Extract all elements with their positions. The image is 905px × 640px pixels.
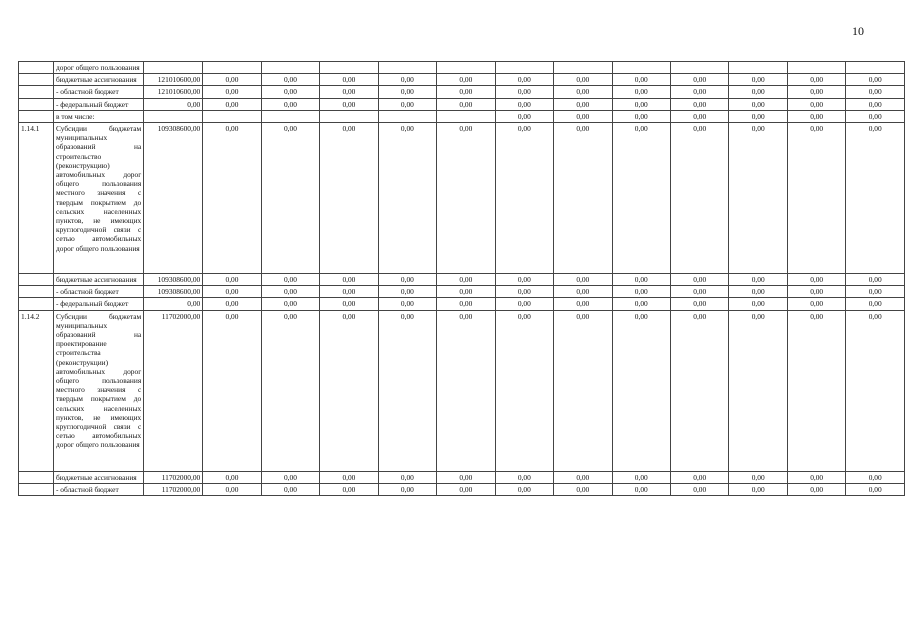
row-code-cell (19, 471, 54, 483)
row-year-value-cell: 0,00 (261, 274, 319, 286)
table-row (19, 286, 905, 298)
row-name-cell: в том числе: (53, 110, 143, 122)
row-total-cell (144, 62, 203, 74)
row-year-value-cell: 0,00 (612, 74, 670, 86)
row-year-value-cell: 0,00 (846, 98, 905, 110)
row-year-value-cell: 0,00 (495, 483, 553, 495)
row-year-value-cell: 0,00 (320, 471, 378, 483)
row-year-value-cell: 0,00 (554, 74, 612, 86)
row-name-cell: Субсидии бюджетам муниципальных образований на проектирование строительства (реконструкции) автомобильных дорог общего пользования местного значения с твердым покрытием до сельских населенных пунктов, не имеющих круглогодичной связи с сетью автомобильных дорог общего пользования (53, 310, 143, 471)
row-code-cell (19, 298, 54, 310)
table-row (19, 74, 905, 86)
row-year-value-cell: 0,00 (203, 123, 261, 274)
row-name-cell: - областной бюджет (53, 286, 143, 298)
row-year-value-cell: 0,00 (846, 86, 905, 98)
table-row (19, 123, 905, 274)
row-year-value-cell: 0,00 (787, 110, 845, 122)
row-name-cell: бюджетные ассигнования (53, 74, 143, 86)
row-year-value-cell: 0,00 (729, 98, 787, 110)
row-year-value-cell: 0,00 (729, 483, 787, 495)
row-year-value-cell: 0,00 (261, 74, 319, 86)
row-total-cell: 11702000,00 (144, 310, 203, 471)
row-year-value-cell: 0,00 (261, 98, 319, 110)
row-year-value-cell: 0,00 (612, 274, 670, 286)
row-year-value-cell: 0,00 (670, 98, 728, 110)
table-row (19, 274, 905, 286)
row-total-cell: 109308600,00 (144, 274, 203, 286)
row-year-value-cell: 0,00 (320, 298, 378, 310)
row-year-value-cell: 0,00 (320, 286, 378, 298)
row-year-value-cell: 0,00 (846, 74, 905, 86)
row-year-value-cell: 0,00 (846, 286, 905, 298)
row-year-value-cell: 0,00 (729, 74, 787, 86)
row-year-value-cell: 0,00 (554, 298, 612, 310)
row-year-value-cell: 0,00 (378, 298, 436, 310)
row-year-value-cell: 0,00 (320, 274, 378, 286)
row-year-value-cell: 0,00 (729, 123, 787, 274)
row-year-value-cell: 0,00 (203, 74, 261, 86)
row-year-value-cell: 0,00 (261, 310, 319, 471)
row-year-value-cell: 0,00 (495, 471, 553, 483)
row-year-value-cell: 0,00 (670, 74, 728, 86)
row-year-value-cell: 0,00 (437, 123, 495, 274)
row-year-value-cell: 0,00 (612, 98, 670, 110)
row-year-value-cell: 0,00 (203, 298, 261, 310)
row-year-value-cell: 0,00 (203, 286, 261, 298)
row-year-value-cell: 0,00 (320, 123, 378, 274)
row-code-cell (19, 274, 54, 286)
row-year-value-cell: 0,00 (612, 483, 670, 495)
row-code-cell (19, 74, 54, 86)
page-number: 10 (852, 24, 864, 38)
row-year-value-cell: 0,00 (437, 298, 495, 310)
row-year-value-cell: 0,00 (554, 310, 612, 471)
row-year-value-cell (261, 110, 319, 122)
row-year-value-cell: 0,00 (846, 483, 905, 495)
row-year-value-cell: 0,00 (612, 298, 670, 310)
row-year-value-cell: 0,00 (320, 483, 378, 495)
row-year-value-cell: 0,00 (612, 110, 670, 122)
row-year-value-cell (437, 110, 495, 122)
row-year-value-cell: 0,00 (378, 98, 436, 110)
row-year-value-cell: 0,00 (846, 310, 905, 471)
row-total-cell: 0,00 (144, 98, 203, 110)
row-total-cell: 11702000,00 (144, 471, 203, 483)
row-year-value-cell (670, 62, 728, 74)
row-year-value-cell: 0,00 (846, 110, 905, 122)
row-year-value-cell (320, 110, 378, 122)
row-year-value-cell (787, 62, 845, 74)
table-row (19, 62, 905, 74)
table-row (19, 310, 905, 471)
row-year-value-cell: 0,00 (612, 310, 670, 471)
row-total-cell: 0,00 (144, 298, 203, 310)
row-year-value-cell (729, 62, 787, 74)
row-total-cell: 109308600,00 (144, 286, 203, 298)
row-year-value-cell: 0,00 (378, 483, 436, 495)
row-year-value-cell: 0,00 (203, 86, 261, 98)
row-year-value-cell: 0,00 (495, 298, 553, 310)
row-year-value-cell: 0,00 (437, 74, 495, 86)
row-name-cell: - областной бюджет (53, 86, 143, 98)
row-year-value-cell: 0,00 (787, 298, 845, 310)
row-name-cell: - федеральный бюджет (53, 98, 143, 110)
row-year-value-cell: 0,00 (261, 298, 319, 310)
row-year-value-cell: 0,00 (495, 74, 553, 86)
row-code-cell (19, 110, 54, 122)
row-year-value-cell: 0,00 (670, 310, 728, 471)
row-year-value-cell: 0,00 (729, 274, 787, 286)
row-year-value-cell: 0,00 (670, 471, 728, 483)
row-year-value-cell: 0,00 (612, 471, 670, 483)
row-year-value-cell (261, 62, 319, 74)
row-name-cell: - областной бюджет (53, 483, 143, 495)
row-year-value-cell (437, 62, 495, 74)
row-year-value-cell: 0,00 (846, 274, 905, 286)
row-total-cell: 121010600,00 (144, 86, 203, 98)
table-row (19, 483, 905, 495)
table-row (19, 471, 905, 483)
row-year-value-cell: 0,00 (554, 274, 612, 286)
row-total-cell: 121010600,00 (144, 74, 203, 86)
row-code-cell (19, 62, 54, 74)
budget-table (18, 61, 905, 496)
row-year-value-cell: 0,00 (554, 286, 612, 298)
row-year-value-cell: 0,00 (670, 286, 728, 298)
row-year-value-cell: 0,00 (437, 483, 495, 495)
row-total-cell: 109308600,00 (144, 123, 203, 274)
row-year-value-cell (378, 110, 436, 122)
row-year-value-cell: 0,00 (787, 471, 845, 483)
row-name-cell: бюджетные ассигнования (53, 471, 143, 483)
row-year-value-cell (378, 62, 436, 74)
row-year-value-cell: 0,00 (670, 298, 728, 310)
table-row (19, 110, 905, 122)
row-year-value-cell: 0,00 (554, 483, 612, 495)
row-year-value-cell: 0,00 (846, 123, 905, 274)
row-year-value-cell: 0,00 (846, 298, 905, 310)
table-row (19, 86, 905, 98)
row-year-value-cell: 0,00 (378, 86, 436, 98)
row-year-value-cell (846, 62, 905, 74)
row-year-value-cell: 0,00 (320, 86, 378, 98)
row-year-value-cell: 0,00 (203, 98, 261, 110)
row-year-value-cell: 0,00 (846, 471, 905, 483)
row-code-cell: 1.14.2 (19, 310, 54, 471)
row-year-value-cell: 0,00 (378, 123, 436, 274)
row-total-cell: 11702000,00 (144, 483, 203, 495)
row-year-value-cell: 0,00 (612, 86, 670, 98)
row-code-cell: 1.14.1 (19, 123, 54, 274)
row-year-value-cell: 0,00 (787, 98, 845, 110)
row-year-value-cell: 0,00 (787, 483, 845, 495)
row-year-value-cell: 0,00 (261, 286, 319, 298)
row-year-value-cell: 0,00 (787, 74, 845, 86)
row-year-value-cell: 0,00 (261, 86, 319, 98)
table-body (19, 62, 905, 496)
row-year-value-cell: 0,00 (554, 98, 612, 110)
row-code-cell (19, 483, 54, 495)
row-year-value-cell: 0,00 (670, 86, 728, 98)
row-year-value-cell: 0,00 (670, 274, 728, 286)
row-year-value-cell: 0,00 (554, 123, 612, 274)
row-year-value-cell (495, 62, 553, 74)
row-year-value-cell: 0,00 (729, 471, 787, 483)
row-year-value-cell: 0,00 (495, 110, 553, 122)
row-year-value-cell: 0,00 (437, 310, 495, 471)
table-row (19, 298, 905, 310)
row-year-value-cell: 0,00 (320, 74, 378, 86)
row-code-cell (19, 286, 54, 298)
row-year-value-cell (203, 110, 261, 122)
row-year-value-cell: 0,00 (787, 310, 845, 471)
row-year-value-cell: 0,00 (320, 310, 378, 471)
row-year-value-cell: 0,00 (729, 86, 787, 98)
row-year-value-cell: 0,00 (729, 310, 787, 471)
row-name-cell: - федеральный бюджет (53, 298, 143, 310)
row-year-value-cell: 0,00 (495, 310, 553, 471)
row-year-value-cell: 0,00 (729, 110, 787, 122)
row-year-value-cell: 0,00 (612, 286, 670, 298)
row-year-value-cell (612, 62, 670, 74)
row-year-value-cell: 0,00 (203, 310, 261, 471)
row-year-value-cell: 0,00 (437, 86, 495, 98)
row-year-value-cell: 0,00 (670, 123, 728, 274)
row-year-value-cell: 0,00 (437, 471, 495, 483)
row-name-cell: Субсидии бюджетам муниципальных образований на строительство (реконструкцию) автомобильных дорог общего пользования местного значения с твердым покрытием до сельских населенных пунктов, не имеющих круглогодичной связи с сетью автомобильных дорог общего пользования (53, 123, 143, 274)
row-year-value-cell: 0,00 (787, 274, 845, 286)
row-year-value-cell: 0,00 (554, 471, 612, 483)
row-name-cell: бюджетные ассигнования (53, 274, 143, 286)
row-code-cell (19, 86, 54, 98)
row-year-value-cell: 0,00 (378, 274, 436, 286)
row-year-value-cell: 0,00 (495, 86, 553, 98)
row-year-value-cell: 0,00 (437, 98, 495, 110)
row-year-value-cell: 0,00 (203, 471, 261, 483)
row-year-value-cell: 0,00 (787, 86, 845, 98)
row-year-value-cell (554, 62, 612, 74)
row-year-value-cell: 0,00 (495, 274, 553, 286)
table-row (19, 98, 905, 110)
row-year-value-cell: 0,00 (495, 123, 553, 274)
row-year-value-cell: 0,00 (378, 471, 436, 483)
row-year-value-cell: 0,00 (729, 286, 787, 298)
row-year-value-cell: 0,00 (787, 286, 845, 298)
row-year-value-cell: 0,00 (261, 483, 319, 495)
row-name-cell: дорог общего пользования (53, 62, 143, 74)
row-year-value-cell: 0,00 (203, 483, 261, 495)
row-year-value-cell: 0,00 (378, 286, 436, 298)
row-year-value-cell: 0,00 (495, 286, 553, 298)
row-year-value-cell: 0,00 (378, 310, 436, 471)
row-year-value-cell: 0,00 (670, 483, 728, 495)
row-year-value-cell: 0,00 (437, 274, 495, 286)
row-year-value-cell: 0,00 (495, 98, 553, 110)
row-year-value-cell: 0,00 (437, 286, 495, 298)
row-year-value-cell: 0,00 (261, 471, 319, 483)
row-year-value-cell: 0,00 (261, 123, 319, 274)
row-year-value-cell: 0,00 (787, 123, 845, 274)
row-total-cell (144, 110, 203, 122)
row-year-value-cell (320, 62, 378, 74)
row-year-value-cell: 0,00 (612, 123, 670, 274)
row-code-cell (19, 98, 54, 110)
row-year-value-cell: 0,00 (378, 74, 436, 86)
row-year-value-cell: 0,00 (554, 110, 612, 122)
row-year-value-cell: 0,00 (554, 86, 612, 98)
row-year-value-cell: 0,00 (203, 274, 261, 286)
row-year-value-cell: 0,00 (729, 298, 787, 310)
row-year-value-cell: 0,00 (320, 98, 378, 110)
row-year-value-cell (203, 62, 261, 74)
row-year-value-cell: 0,00 (670, 110, 728, 122)
